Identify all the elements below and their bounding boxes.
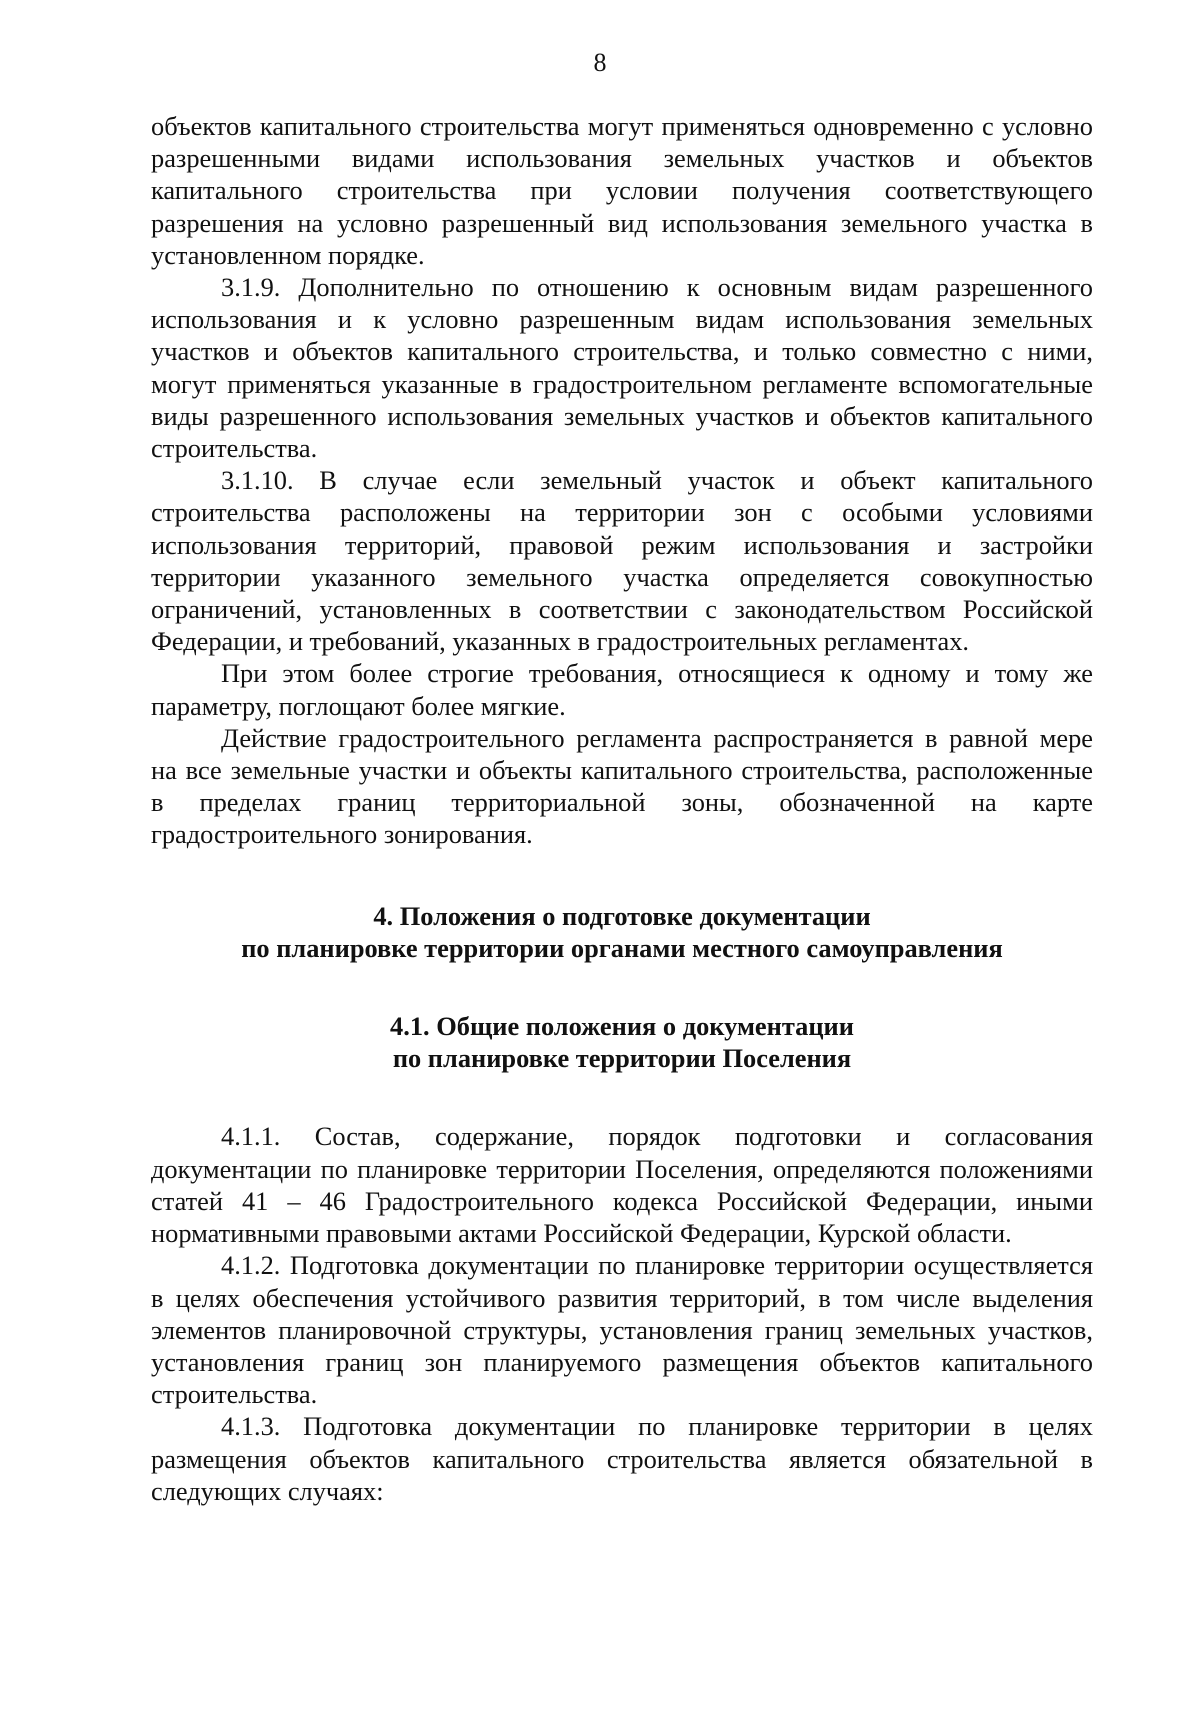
paragraph-strict-requirements: При этом более строгие требования, относящиеся к одному и тому же параметру, поглощают более мягкие. — [151, 658, 1093, 721]
paragraph-4-1-3: 4.1.3. Подготовка документации по планировке территории в целях размещения объектов капитального строительства является обязательной в следующих случаях: — [151, 1411, 1093, 1506]
section-heading — [151, 900, 1093, 964]
paragraph-4-1-1: 4.1.1. Состав, содержание, порядок подготовки и согласования документации по планировке территории Поселения, определяются положениями статей 41 – 46 Градостроительного кодекса Российской Федерации, иными нормативными правовыми актами Российской Федерации, Курской области. — [151, 1121, 1093, 1249]
paragraph-4-1-2: 4.1.2. Подготовка документации по планировке территории осуществляется в целях обеспечения устойчивого развития территорий, в том числе выделения элементов планировочной структуры, установления границ земельных участков, установления границ зон планируемого размещения объектов капитального строительства. — [151, 1250, 1093, 1410]
paragraph-regulation-scope: Действие градостроительного регламента распространяется в равной мере на все земельные участки и объекты капитального строительства, расположенные в пределах границ территориальной зоны, обозначенной на карте градостроительного зонирования. — [151, 722, 1093, 850]
section-heading-line-1: 4. Положения о подготовке документации — [373, 900, 871, 931]
paragraph-3-1-9: 3.1.9. Дополнительно по отношению к основным видам разрешенного использования и к условно разрешенным видам использования земельных участков и объектов капитального строительства, и только совместно с ними, могут применяться указанные в градостроительном регламенте вспомогательные виды разрешенного использования земельных участков и объектов капитального строительства. — [151, 272, 1093, 464]
section-gap-after — [151, 964, 1093, 1010]
document-body — [151, 110, 1093, 1507]
paragraph-continuation: объектов капитального строительства могут применяться одновременно с условно разрешенными видами использования земельных участков и объектов капитального строительства при условии получения соответствующего разрешения на условно разрешенный вид использования земельного участка в установленном порядке. — [151, 111, 1093, 270]
section-heading-line-2: по планировке территории органами местного самоуправления — [241, 932, 1003, 963]
section-gap — [151, 851, 1093, 900]
subsection-heading — [151, 1010, 1093, 1074]
subsection-heading-line-2: по планировке территории Поселения — [392, 1043, 852, 1074]
subsection-heading-line-1: 4.1. Общие положения о документации — [390, 1011, 854, 1042]
page-number: 8 — [593, 48, 607, 77]
paragraph-3-1-10: 3.1.10. В случае если земельный участок и объект капитального строительства расположены на территории зон с особыми условиями использования территорий, правовой режим использования и застройки территории указанного земельного участка определяется совокупностью ограничений, установленных в соответствии с законодательством Российской Федерации, и требований, указанных в градостроительных регламентах. — [151, 465, 1093, 657]
subsection-gap-after — [151, 1074, 1093, 1120]
